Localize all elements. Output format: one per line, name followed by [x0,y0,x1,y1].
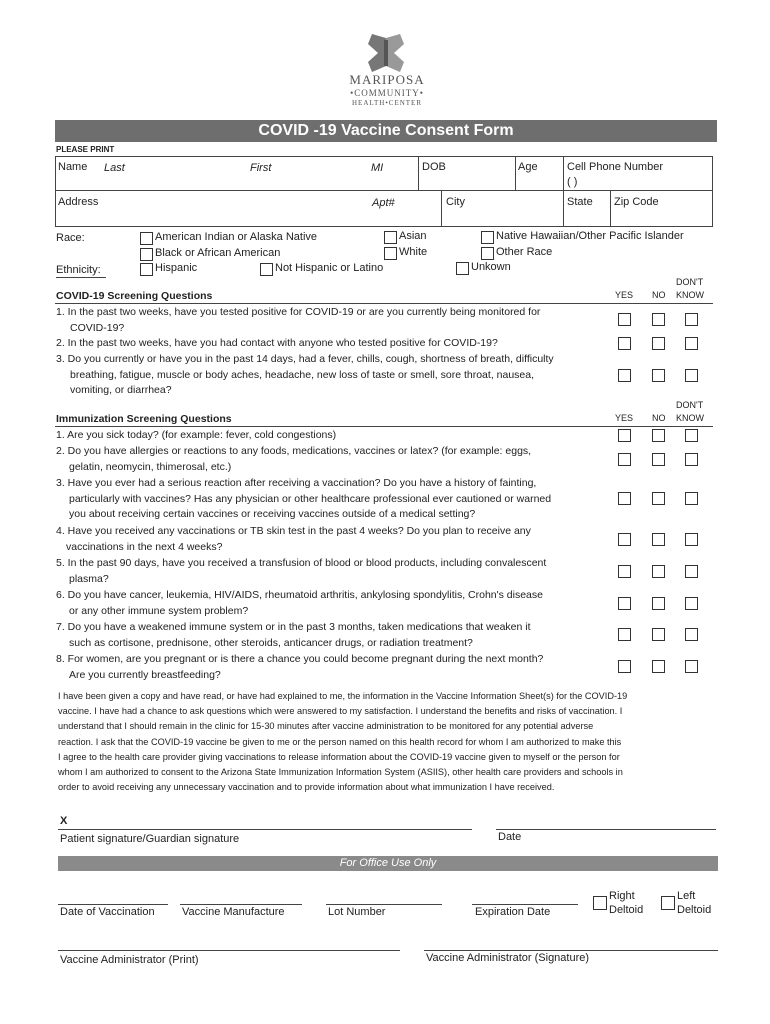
imm-q5-dont-know-checkbox[interactable] [685,565,698,578]
imm-q5-no-checkbox[interactable] [652,565,665,578]
imm-yes-label: YES [615,413,634,423]
ethnicity-label: Ethnicity: [56,264,101,276]
signature-date-label: Date [498,831,522,843]
imm-question-7: 7. Do you have a weakened immune system or in the past 3 months, taken medications that weaken it such as cortisone, prednisone, other steroids, anticancer drugs, or radiation treatment? [56,621,531,649]
covid-question-2: 2. In the past two weeks, have you had contact with anyone who tested positive for COVID-19? [56,337,498,349]
imm-q3-yes-checkbox[interactable] [618,492,631,505]
covid-no-label: NO [652,290,666,300]
state-field[interactable]: State [567,196,593,208]
left-deltoid-label: Left Deltoid [677,890,712,916]
city-field[interactable]: City [446,196,465,208]
ethnicity-checkbox-not-hispanic[interactable] [260,263,273,276]
imm-question-6: 6. Do you have cancer, leukemia, HIV/AIDS, rheumatoid arthritis, ankylosing spondylitis, Crohn's disease or any other immune system problem? [56,589,543,617]
race-checkbox-american-indian[interactable] [140,232,153,245]
race-checkbox-other[interactable] [481,247,494,260]
covid-yes-label: YES [615,290,634,300]
imm-q6-yes-checkbox[interactable] [618,597,631,610]
ethnicity-checkbox-hispanic[interactable] [140,263,153,276]
covid-q1-yes-checkbox[interactable] [618,313,631,326]
imm-q6-no-checkbox[interactable] [652,597,665,610]
signature-date-line[interactable] [496,829,716,830]
logo-community: •COMMUNITY• [350,88,424,98]
covid-know-label: KNOW [676,290,704,300]
covid-q3-yes-checkbox[interactable] [618,369,631,382]
imm-q5-yes-checkbox[interactable] [618,565,631,578]
covid-question-1: 1. In the past two weeks, have you tested positive for COVID-19 or are you currently being monitored for COVID-19? [56,306,541,334]
covid-dont-label: DON'T [676,277,704,287]
imm-q3-dont-know-checkbox[interactable] [685,492,698,505]
covid-q2-yes-checkbox[interactable] [618,337,631,350]
imm-q2-dont-know-checkbox[interactable] [685,453,698,466]
right-deltoid-checkbox[interactable] [593,896,607,910]
imm-q1-yes-checkbox[interactable] [618,429,631,442]
address-field[interactable]: Address [58,196,99,208]
imm-q1-no-checkbox[interactable] [652,429,665,442]
imm-question-1: 1. Are you sick today? (for example: fever, cold congestions) [56,429,337,441]
race-checkbox-white[interactable] [384,247,397,260]
signature-x-mark: X [60,815,68,827]
imm-q2-yes-checkbox[interactable] [618,453,631,466]
imm-question-2: 2. Do you have allergies or reactions to any foods, medications, vaccines or latex? (for example: eggs, gelatin, neomycin, thimerosal, etc.) [56,445,532,473]
patient-signature-line[interactable] [58,829,472,830]
covid-q2-no-checkbox[interactable] [652,337,665,350]
right-deltoid-label: Right Deltoid [609,890,644,916]
ethnicity-option-label: Hispanic [155,262,198,274]
imm-q8-dont-know-checkbox[interactable] [685,660,698,673]
race-option-label: American Indian or Alaska Native [155,231,318,243]
race-option-label: Black or African American [155,247,281,259]
first-name-field[interactable]: First [250,162,272,174]
race-option-label: White [399,246,428,258]
lot-number-field[interactable]: Lot Number [328,906,386,918]
office-use-banner: For Office Use Only [58,856,718,871]
race-option-label: Asian [399,230,427,242]
ethnicity-checkbox-unknown[interactable] [456,262,469,275]
covid-q3-dont-know-checkbox[interactable] [685,369,698,382]
phone-paren: ( ) [567,176,578,188]
age-field[interactable]: Age [518,161,538,173]
imm-question-4: 4. Have you received any vaccinations or TB skin test in the past 4 weeks? Do you plan to receive any vaccinations in the next 4 weeks? [56,525,531,553]
imm-q6-dont-know-checkbox[interactable] [685,597,698,610]
imm-q7-yes-checkbox[interactable] [618,628,631,641]
imm-q8-yes-checkbox[interactable] [618,660,631,673]
name-label: Name [58,161,88,173]
covid-q1-dont-know-checkbox[interactable] [685,313,698,326]
imm-q1-dont-know-checkbox[interactable] [685,429,698,442]
imm-q3-no-checkbox[interactable] [652,492,665,505]
race-option-label: Other Race [496,246,553,258]
dob-field[interactable]: DOB [422,161,446,173]
covid-q1-no-checkbox[interactable] [652,313,665,326]
imm-q4-dont-know-checkbox[interactable] [685,533,698,546]
imm-know-label: KNOW [676,413,704,423]
ethnicity-option-label: Not Hispanic or Latino [275,262,384,274]
imm-q7-dont-know-checkbox[interactable] [685,628,698,641]
vaccine-manufacture-field[interactable]: Vaccine Manufacture [182,906,285,918]
race-checkbox-native-hawaiian[interactable] [481,231,494,244]
imm-question-5: 5. In the past 90 days, have you received a transfusion of blood or blood products, including convalescent plasma? [56,557,547,585]
imm-no-label: NO [652,413,666,423]
imm-q4-no-checkbox[interactable] [652,533,665,546]
zip-code-field[interactable]: Zip Code [614,196,659,208]
imm-q8-no-checkbox[interactable] [652,660,665,673]
race-option-label: Native Hawaiian/Other Pacific Islander [496,230,684,242]
covid-heading: COVID-19 Screening Questions [56,290,213,302]
please-print-label: PLEASE PRINT [56,145,115,154]
imm-question-3: 3. Have you ever had a serious reaction after receiving a vaccination? Do you have a history of fainting, particularly with vaccines? Has any physician or other healthcare professional ever cautioned or warned you about receiving certain vaccines or receiving vaccines outside of a medical setting? [56,477,552,520]
logo-name: MARIPOSA [349,72,425,87]
race-checkbox-asian[interactable] [384,231,397,244]
last-name-field[interactable]: Last [104,162,125,174]
imm-q4-yes-checkbox[interactable] [618,533,631,546]
administrator-signature-field[interactable]: Vaccine Administrator (Signature) [426,952,590,964]
imm-dont-label: DON'T [676,400,704,410]
expiration-date-field[interactable]: Expiration Date [475,906,551,918]
cell-phone-field[interactable]: Cell Phone Number [567,161,663,173]
left-deltoid-checkbox[interactable] [661,896,675,910]
covid-q2-dont-know-checkbox[interactable] [685,337,698,350]
covid-q3-no-checkbox[interactable] [652,369,665,382]
imm-question-8: 8. For women, are you pregnant or is there a chance you could become pregnant during the next month? Are you currently breastfeeding? [56,653,544,681]
butterfly-logo-icon [366,34,406,72]
middle-initial-field[interactable]: MI [371,162,384,174]
race-label: Race: [56,232,85,244]
date-of-vaccination-field[interactable]: Date of Vaccination [60,906,155,918]
imm-q2-no-checkbox[interactable] [652,453,665,466]
apt-field[interactable]: Apt# [372,197,395,209]
administrator-print-field[interactable]: Vaccine Administrator (Print) [60,954,199,966]
covid-question-3: 3. Do you currently or have you in the past 14 days, had a fever, chills, cough, shortness of breath, difficulty breathing, fatigue, muscle or body aches, headache, new loss of taste or smell, sore throat, nausea, vomiting, or diarrhea? [56,353,554,396]
race-checkbox-black[interactable] [140,248,153,261]
patient-signature-label: Patient signature/Guardian signature [60,833,240,845]
imm-q7-no-checkbox[interactable] [652,628,665,641]
form-title: COVID -19 Vaccine Consent Form [55,120,717,142]
immunization-heading: Immunization Screening Questions [56,413,232,425]
ethnicity-option-label: Unkown [471,261,511,273]
consent-paragraph: I have been given a copy and have read, or have had explained to me, the information in the Vaccine Information Sheet(s) for the COVID-19 vaccine. I have had a chance to ask questions which were answered to my satisfaction. I understand the benefits and risks of vaccination. I understand that I should remain in the clinic for 15-30 minutes after vaccine administration to be monitored for any potential adverse reaction. I ask that the COVID-19 vaccine be given to me or the person named on this health record for whom I am authorized to make this I agree to the health care provider giving vaccinations to release information about the COVID-19 vaccine given to myself or the person for whom I am authorized to consent to the Arizona State Immunization Information System (ASIIS), other health care providers and schools in order to avoid receiving any unnecessary vaccination and to provide information about what immunization I have received. [58,691,628,793]
logo-health-center: HEALTH•CENTER [351,99,423,107]
